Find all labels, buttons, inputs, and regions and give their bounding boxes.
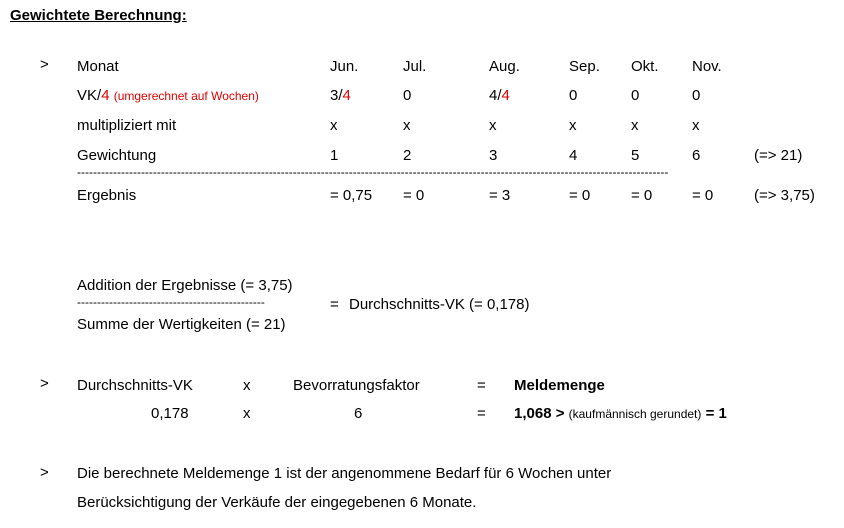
row-label-month: Monat <box>77 58 119 75</box>
row-label-result: Ergebnis <box>77 187 137 204</box>
vk-cell: 0 <box>631 87 640 104</box>
weight-cell: 4 <box>569 147 578 164</box>
formula-value-a: 0,178 <box>151 405 189 422</box>
weight-cell: 2 <box>403 147 412 164</box>
month-header: Aug. <box>489 58 520 75</box>
weight-cell: 6 <box>692 147 701 164</box>
vk-cell: 0 <box>403 87 412 104</box>
month-header: Nov. <box>692 58 722 75</box>
multiply-cell: x <box>489 117 497 134</box>
weight-total: (=> 21) <box>754 147 803 164</box>
table-separator: ---------------------------------------------------------------------------------------------------------------------------------------------------- <box>77 166 669 178</box>
formula-raw-result: 1,068 > <box>514 405 565 422</box>
result-total: (=> 3,75) <box>754 187 815 204</box>
vk-cell: 0 <box>569 87 578 104</box>
formula-operator: x <box>243 377 251 394</box>
fraction-line: ----------------------------------------------- <box>77 296 265 308</box>
vk-cell: 4/4 <box>489 87 510 104</box>
month-header: Sep. <box>569 58 600 75</box>
bullet-marker: > <box>40 375 49 392</box>
weight-cell: 3 <box>489 147 498 164</box>
fraction-equals: = <box>330 296 339 313</box>
formula-equals: = <box>477 377 486 394</box>
multiply-cell: x <box>692 117 700 134</box>
bullet-marker: > <box>40 56 49 73</box>
vk-label-divisor: 4 <box>101 87 110 104</box>
vk-cell: 0 <box>692 87 701 104</box>
row-label-weight: Gewichtung <box>77 147 157 164</box>
formula-term-a: Durchschnitts-VK <box>77 377 193 394</box>
formula-result-value <box>514 405 727 423</box>
vk-label-note: (umgerechnet auf Wochen) <box>113 89 259 103</box>
multiply-cell: x <box>569 117 577 134</box>
result-cell: = 0 <box>569 187 591 204</box>
conclusion-line-2: Berücksichtigung der Verkäufe der eingegebenen 6 Monate. <box>77 494 477 511</box>
vk-cell: 3/4 <box>330 87 351 104</box>
formula-result-label: Meldemenge <box>514 377 605 394</box>
bullet-marker: > <box>40 464 49 481</box>
rounding-note: (kaufmännisch gerundet) <box>568 407 702 421</box>
row-label-multiply: multipliziert mit <box>77 117 177 134</box>
result-cell: = 0 <box>403 187 425 204</box>
multiply-cell: x <box>403 117 411 134</box>
multiply-cell: x <box>631 117 639 134</box>
formula-operator: x <box>243 405 251 422</box>
multiply-cell: x <box>330 117 338 134</box>
month-header: Jun. <box>330 58 359 75</box>
fraction-denominator: Summe der Wertigkeiten (= 21) <box>77 316 286 333</box>
result-cell: = 3 <box>489 187 511 204</box>
weight-cell: 5 <box>631 147 640 164</box>
formula-value-b: 6 <box>354 405 363 422</box>
conclusion-line-1: Die berechnete Meldemenge 1 ist der angenommene Bedarf für 6 Wochen unter <box>77 465 612 482</box>
row-label-vk <box>77 87 259 105</box>
month-header: Okt. <box>631 58 659 75</box>
result-cell: = 0 <box>692 187 714 204</box>
formula-equals: = <box>477 405 486 422</box>
vk-label-prefix: VK/ <box>77 87 102 104</box>
page-title: Gewichtete Berechnung: <box>10 7 187 24</box>
result-cell: = 0 <box>631 187 653 204</box>
formula-final-result: = 1 <box>705 405 727 422</box>
formula-term-b: Bevorratungsfaktor <box>293 377 420 394</box>
fraction-result: Durchschnitts-VK (= 0,178) <box>349 296 530 313</box>
month-header: Jul. <box>403 58 427 75</box>
weight-cell: 1 <box>330 147 339 164</box>
fraction-numerator: Addition der Ergebnisse (= 3,75) <box>77 277 293 294</box>
result-cell: = 0,75 <box>330 187 373 204</box>
